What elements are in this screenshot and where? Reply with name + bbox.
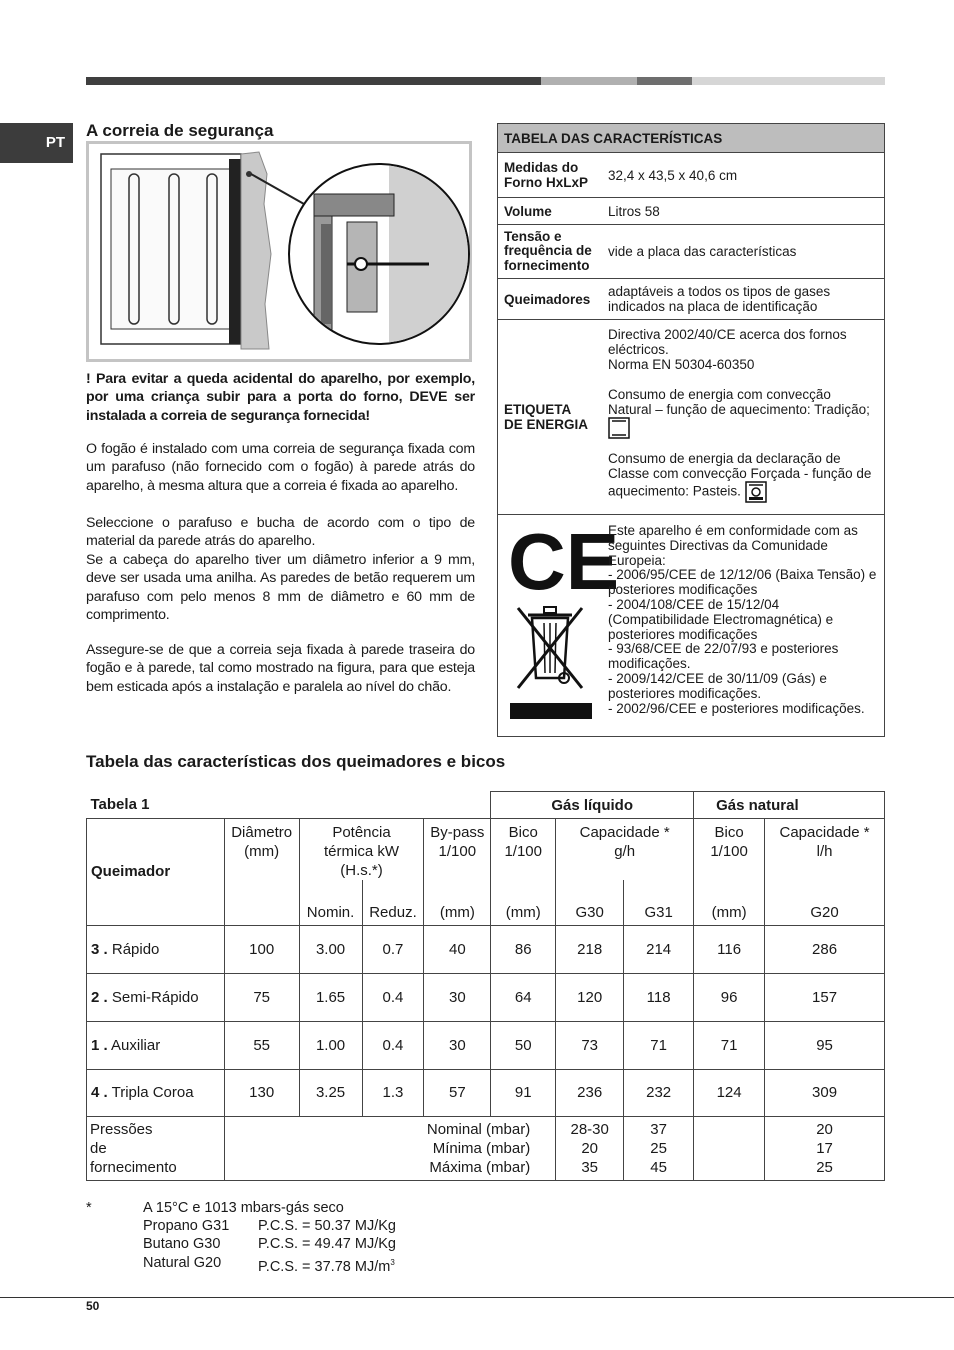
cell-reduz: 0.4	[362, 1021, 424, 1069]
cell-nozzle-ng: 116	[694, 925, 765, 973]
burner-number: 2 .	[91, 988, 108, 1006]
pressure-g31: 45	[650, 1158, 667, 1176]
nomin-header: Nomin.	[299, 880, 362, 925]
warning-text: Para evitar a queda acidental do aparelho, por exemplo, por uma criança subir para a porta do forno, DEVE ser instalada a correia de segurança fornecida	[86, 371, 475, 424]
header-bar-mid	[637, 77, 692, 85]
header-bar-pale	[692, 77, 885, 85]
cell-g30: 73	[556, 1021, 624, 1069]
row-label: Volume	[498, 198, 603, 225]
cell-reduz: 0.7	[362, 925, 424, 973]
pressure-g20: 25	[816, 1158, 833, 1176]
pressure-g30: 20	[581, 1139, 599, 1157]
cell-nomin: 3.25	[299, 1069, 362, 1116]
safety-paragraph-2: Seleccione o parafuso e bucha de acordo com o tipo de material da parede atrás do aparelho.	[86, 515, 475, 550]
warning-icon: !	[86, 371, 91, 387]
pressure-g30: 35	[581, 1158, 599, 1176]
cell-diameter: 55	[224, 1021, 299, 1069]
cell-bypass: 40	[424, 925, 491, 973]
pressure-g31: 37	[650, 1120, 667, 1138]
ce-weee-marks	[504, 517, 620, 723]
oven-pastry-icon	[745, 481, 767, 503]
gas-name: Natural G20	[143, 1254, 222, 1271]
row-value: Litros 58	[602, 198, 885, 225]
cell-nozzle: 91	[491, 1069, 556, 1116]
safety-paragraph-1: O fogão é instalado com uma correia de segurança fixada com um parafuso (não fornecido com o fogão) à parede atrás do aparelho, à mesma altura que a correia é fixada ao aparelho.	[86, 441, 475, 494]
cell-reduz: 0.4	[362, 973, 424, 1021]
page-number: 50	[86, 1299, 100, 1313]
superscript: 3	[390, 1257, 395, 1267]
pressure-type: Mínima (mbar)	[432, 1139, 531, 1157]
pressure-g30: 28-30	[570, 1120, 609, 1138]
cell-nozzle: 86	[491, 925, 556, 973]
safety-title: A correia de segurança	[86, 121, 274, 140]
safety-paragraph-3: Se a cabeça do aparelho tiver um diâmetro inferior a 9 mm, deve ser usada uma anilha. As paredes de betão requerem um parafuso com pelo menos 8 mm de diâmetro e 60 mm de comprimento.	[86, 552, 475, 623]
conformity-item: - 2002/96/CEE e posteriores modificações.	[608, 700, 865, 716]
pressure-g31: 25	[650, 1139, 667, 1157]
header-bar-dark	[86, 77, 541, 85]
pressure-label: fornecimento	[90, 1158, 177, 1176]
safety-paragraph-4: Assegure-se de que a correia seja fixada à parede traseira do fogão e à parede, tal como mostrado na figura, para que esteja bem esticada após a instalação e paralela ao nível do chão.	[86, 642, 475, 695]
energy-norm: Norma EN 50304-60350	[608, 357, 755, 372]
cell-g31: 214	[624, 925, 694, 973]
energy-consumption-natural: Consumo de energia com convecção Natural – função de aquecimento: Tradição;	[608, 387, 870, 417]
characteristics-title: TABELA DAS CARACTERÍSTICAS	[498, 124, 885, 153]
language-tab: PT	[0, 123, 73, 163]
cell-g30: 236	[556, 1069, 624, 1116]
row-value: adaptáveis a todos os tipos de gases indicados na placa de identificação	[602, 279, 885, 320]
bypass-unit: (mm)	[424, 880, 491, 925]
gas-name: Butano G30	[143, 1236, 221, 1253]
gas-value: P.C.S. = 37.78 MJ/m	[258, 1258, 391, 1275]
safety-warning: ! Para evitar a queda acidental do aparelho, por exemplo, por uma criança subir para a porta do forno, DEVE ser instalada a correia de segurança fornecida!	[86, 371, 475, 424]
burner-name: Tripla Coroa	[111, 1084, 194, 1101]
oven-static-icon	[608, 417, 630, 439]
cell-g20: 286	[765, 925, 885, 973]
capacity-lpg-col-header: Capacidade * g/h	[556, 819, 694, 881]
cell-diameter: 75	[224, 973, 299, 1021]
table-row	[87, 925, 885, 973]
conformity-item: - 2004/108/CEE de 15/12/04 (Compatibilidade Electromagnética) e posteriores modificações	[608, 596, 834, 642]
table-row	[498, 225, 885, 279]
burner-name: Rápido	[111, 940, 160, 958]
pressure-label: Pressões	[90, 1120, 153, 1138]
cell-nomin: 1.00	[299, 1021, 362, 1069]
power-col-header: Potência térmica kW (H.s.*)	[299, 819, 424, 881]
conformity-item: - 2006/95/CEE de 12/12/06 (Baixa Tensão) e posteriores modificações	[608, 567, 877, 598]
nozzle-ng-col-header: Bico 1/100	[694, 819, 765, 881]
capacity-ng-col-header: Capacidade * l/h	[765, 819, 885, 881]
weee-bin-icon	[510, 607, 592, 719]
cell-g30: 120	[556, 973, 624, 1021]
oven-strap-drawing	[89, 144, 469, 359]
table-row	[87, 1069, 885, 1116]
safety-strap-illustration	[86, 141, 472, 362]
energy-directive: Directiva 2002/40/CE acerca dos fornos eléctricos.	[608, 327, 847, 357]
cell-nozzle-ng: 71	[694, 1021, 765, 1069]
footer-rule	[0, 1297, 954, 1298]
nozzle-col-header: Bico 1/100	[491, 819, 556, 881]
conformity-row	[498, 515, 885, 737]
footnote-condition: A 15°C e 1013 mbars-gás seco	[143, 1200, 344, 1216]
table-label: Tabela 1	[87, 792, 491, 819]
energy-label-row	[498, 320, 885, 515]
cell-g20: 309	[765, 1069, 885, 1116]
energy-label: ETIQUETA DE ENERGIA	[498, 320, 603, 515]
conformity-item: - 2009/142/CEE de 30/11/09 (Gás) e posteriores modificações.	[608, 670, 827, 701]
energy-consumption-forced: Consumo de energia da declaração de Classe com convecção Forçada - função de aquecimento: Pasteis.	[608, 451, 872, 499]
row-label: Queimadores	[498, 279, 603, 320]
bypass-col-header: By-pass 1/100	[424, 819, 491, 881]
cell-g31: 71	[624, 1021, 694, 1069]
burner-name: Auxiliar	[111, 1036, 161, 1054]
burners-title: Tabela das características dos queimadores e bicos	[86, 752, 506, 771]
table-row	[498, 279, 885, 320]
row-value: 32,4 x 43,5 x 40,6 cm	[602, 153, 885, 198]
cell-nomin: 3.00	[299, 925, 362, 973]
cell-g20: 95	[765, 1021, 885, 1069]
table-row	[498, 153, 885, 198]
characteristics-table	[497, 123, 885, 737]
footnote	[86, 1199, 396, 1276]
table-row	[87, 973, 885, 1021]
table-row	[498, 198, 885, 225]
g30-header: G30	[556, 880, 624, 925]
cell-bypass: 30	[424, 1021, 491, 1069]
pressure-label: de	[90, 1139, 107, 1157]
footnote-mark: *	[86, 1200, 92, 1216]
pressure-type: Nominal (mbar)	[426, 1120, 531, 1138]
cell-nozzle: 64	[491, 973, 556, 1021]
cell-reduz: 1.3	[362, 1069, 424, 1116]
row-label: Medidas do Forno HxLxP	[498, 153, 603, 198]
cell-diameter: 130	[224, 1069, 299, 1116]
cell-bypass: 57	[424, 1069, 491, 1116]
pressure-g20: 20	[816, 1120, 833, 1138]
header-bar-light	[541, 77, 637, 85]
ce-mark-icon: CE	[508, 517, 620, 606]
burner-number: 3 .	[91, 940, 108, 958]
cell-g30: 218	[556, 925, 624, 973]
pressure-type: Máxima (mbar)	[429, 1158, 531, 1176]
conformity-item: - 93/68/CEE de 22/07/93 e posteriores modificações.	[608, 641, 839, 672]
burner-name: Semi-Rápido	[111, 988, 199, 1006]
gas-value: P.C.S. = 49.47 MJ/Kg	[258, 1236, 396, 1253]
lpg-header: Gás líquido	[491, 792, 694, 819]
burner-number: 1 .	[91, 1036, 108, 1054]
nozzle-unit: (mm)	[491, 880, 556, 925]
pressure-row	[87, 1116, 885, 1180]
cell-nozzle-ng: 124	[694, 1069, 765, 1116]
reduz-header: Reduz.	[362, 880, 424, 925]
cell-bypass: 30	[424, 973, 491, 1021]
cell-g20: 157	[765, 973, 885, 1021]
row-value: vide a placa das características	[602, 225, 885, 279]
cell-nomin: 1.65	[299, 973, 362, 1021]
g31-header: G31	[624, 880, 694, 925]
cell-nozzle-ng: 96	[694, 973, 765, 1021]
cell-nozzle: 50	[491, 1021, 556, 1069]
cell-g31: 232	[624, 1069, 694, 1116]
conformity-intro: Este aparelho é em conformidade com as seguintes Directivas da Comunidade Europeia:	[608, 523, 858, 568]
pressure-g20: 17	[816, 1139, 833, 1157]
burner-number: 4 .	[91, 1084, 108, 1101]
row-label: Tensão e frequência de fornecimento	[498, 225, 603, 279]
gas-value: P.C.S. = 50.37 MJ/Kg	[258, 1218, 396, 1235]
gas-name: Propano G31	[143, 1218, 230, 1235]
cell-g31: 118	[624, 973, 694, 1021]
cell-diameter: 100	[224, 925, 299, 973]
burner-col-header: Queimador	[87, 819, 225, 926]
natural-gas-header: Gás natural	[694, 792, 885, 819]
g20-header: G20	[765, 880, 885, 925]
nozzle-ng-unit: (mm)	[694, 880, 765, 925]
burners-table	[86, 791, 885, 1181]
diameter-col-header: Diâmetro (mm)	[224, 819, 299, 926]
table-row	[87, 1021, 885, 1069]
